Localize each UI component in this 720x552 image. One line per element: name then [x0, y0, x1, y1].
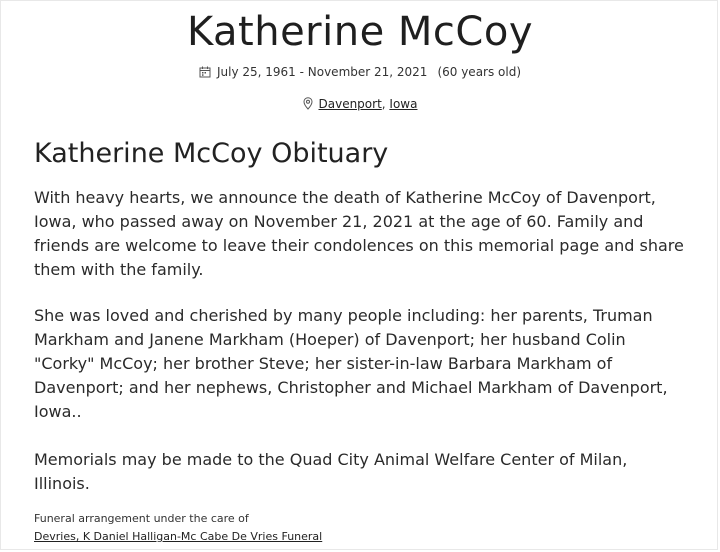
map-pin-icon [303, 96, 313, 109]
location [0, 94, 720, 114]
life-dates [0, 62, 720, 82]
city-link[interactable]: Davenport [318, 97, 382, 111]
age-text: (60 years old) [437, 65, 522, 79]
location-separator: , [381, 97, 390, 111]
obituary-heading: Katherine McCoy Obituary [34, 138, 389, 169]
obituary-paragraph-1: With heavy hearts, we announce the death of Katherine McCoy of Davenport, Iowa, who passed away on November 21, 2021 at the age of 60. Family and friends are welcome to leave their condolences on this memorial page and share them with the family. [34, 188, 684, 279]
calendar-icon [199, 64, 211, 76]
obituary-paragraph-2: She was loved and cherished by many people including: her parents, Truman Markham and Janene Markham (Hoeper) of Davenport; her husband Colin "Corky" McCoy; her brother Steve; her sister-in-law Barbara Markham of Davenport; and her nephews, Christopher and Michael Markham of Davenport, Iowa.. [34, 306, 668, 421]
funeral-caption: Funeral arrangement under the care of [34, 512, 249, 525]
obituary-paragraph-3: Memorials may be made to the Quad City Animal Welfare Center of Milan, Illinois. [34, 450, 628, 493]
funeral-home-link[interactable]: Devries, K Daniel Halligan-Mc Cabe De Vries Funeral [34, 530, 323, 543]
date-range: July 25, 1961 - November 21, 2021 [216, 65, 428, 79]
state-link[interactable]: Iowa [389, 97, 418, 111]
person-name: Katherine McCoy [187, 9, 533, 55]
